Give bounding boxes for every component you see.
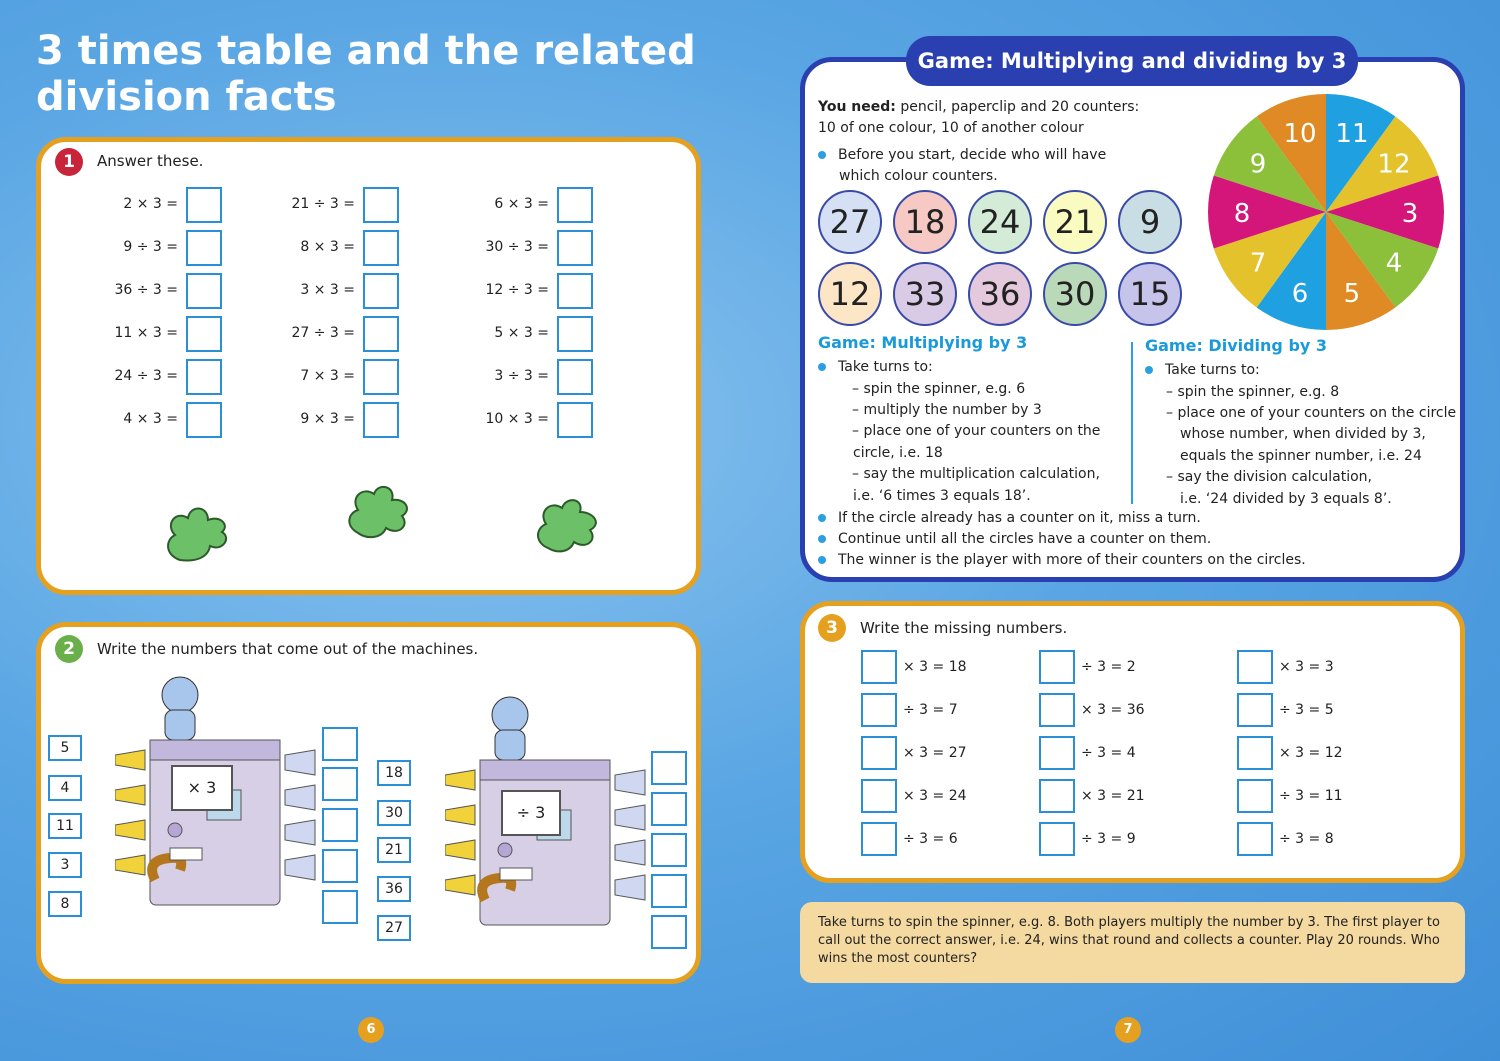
q1-expression: 7 × 3 = bbox=[300, 368, 355, 384]
spinner-number: 8 bbox=[1233, 199, 1251, 229]
dividing-rule-text: – place one of your counters on the circle bbox=[1166, 405, 1457, 421]
q1-answer-box[interactable] bbox=[363, 273, 399, 309]
q1-expression: 36 ÷ 3 = bbox=[114, 282, 178, 298]
machine-2-output-box[interactable] bbox=[651, 833, 687, 867]
clover-decoration-1 bbox=[160, 500, 236, 566]
game-rule-line bbox=[818, 550, 1306, 571]
q1-answer-box[interactable] bbox=[186, 187, 222, 223]
q3-expression: ÷ 3 = 4 bbox=[1081, 745, 1136, 761]
game-rule-text: If the circle already has a counter on it, miss a turn. bbox=[838, 510, 1201, 526]
q3-expression: ÷ 3 = 7 bbox=[903, 702, 958, 718]
page-number-right: 7 bbox=[1115, 1017, 1141, 1043]
q3-expression: × 3 = 18 bbox=[903, 659, 967, 675]
q3-answer-box[interactable] bbox=[1237, 779, 1273, 813]
machine-1-input-box: 3 bbox=[48, 852, 82, 878]
dividing-rule-line bbox=[1145, 360, 1260, 381]
dividing-rule-text: equals the spinner number, i.e. 24 bbox=[1180, 448, 1422, 464]
machine-2-screen: ÷ 3 bbox=[501, 790, 561, 836]
multiplying-rule-line bbox=[852, 464, 1100, 485]
q1-expression: 21 ÷ 3 = bbox=[291, 196, 355, 212]
machine-2-input-box: 18 bbox=[377, 760, 411, 786]
number-circle[interactable]: 24 bbox=[968, 190, 1032, 254]
q1-expression: 11 × 3 = bbox=[114, 325, 178, 341]
q3-answer-box[interactable] bbox=[1039, 650, 1075, 684]
q3-answer-box[interactable] bbox=[1039, 736, 1075, 770]
spinner-number: 5 bbox=[1343, 278, 1361, 309]
before-start-text-2: which colour counters. bbox=[839, 168, 998, 184]
multiplying-rule-text: – spin the spinner, e.g. 6 bbox=[852, 381, 1026, 397]
q1-answer-box[interactable] bbox=[557, 359, 593, 395]
q1-answer-box[interactable] bbox=[557, 316, 593, 352]
machine-2-output-box[interactable] bbox=[651, 874, 687, 908]
q3-expression: ÷ 3 = 8 bbox=[1279, 831, 1334, 847]
clover-decoration-2 bbox=[340, 478, 416, 544]
machine-1-input-box: 4 bbox=[48, 775, 82, 801]
machine-2-input-box: 21 bbox=[377, 837, 411, 863]
you-need-text-2: 10 of one colour, 10 of another colour bbox=[818, 120, 1084, 136]
multiplying-rule-text: Take turns to: bbox=[838, 359, 933, 375]
q1-answer-box[interactable] bbox=[557, 187, 593, 223]
dividing-rule-line bbox=[1166, 382, 1339, 403]
machine-1-screen: × 3 bbox=[171, 765, 233, 811]
bullet-icon bbox=[818, 556, 826, 564]
spinner-number: 6 bbox=[1291, 278, 1309, 309]
q3-expression: ÷ 3 = 2 bbox=[1081, 659, 1136, 675]
q1-answer-box[interactable] bbox=[557, 402, 593, 438]
q3-expression: ÷ 3 = 6 bbox=[903, 831, 958, 847]
q1-answer-box[interactable] bbox=[186, 230, 222, 266]
before-start-text: Before you start, decide who will have bbox=[838, 147, 1107, 163]
number-circle[interactable]: 15 bbox=[1118, 262, 1182, 326]
multiplying-rule-line bbox=[852, 400, 1042, 421]
bullet-icon bbox=[818, 514, 826, 522]
q1-expression: 2 × 3 = bbox=[123, 196, 178, 212]
dividing-rule-text: – spin the spinner, e.g. 8 bbox=[1166, 384, 1340, 400]
column-divider bbox=[1131, 342, 1133, 504]
spinner[interactable] bbox=[1206, 92, 1446, 332]
q1-answer-box[interactable] bbox=[186, 359, 222, 395]
machine-1-output-box[interactable] bbox=[322, 849, 358, 883]
spinner-number: 9 bbox=[1249, 149, 1267, 180]
tip-box: Take turns to spin the spinner, e.g. 8. Both players multiply the number by 3. The first player to call out the correct answer, i.e. 24, wins that round and collects a counter. Play 20 rounds. Who wins the most counters? bbox=[800, 902, 1465, 983]
q1-expression: 3 × 3 = bbox=[300, 282, 355, 298]
q1-expression: 10 × 3 = bbox=[485, 411, 549, 427]
number-circle[interactable]: 33 bbox=[893, 262, 957, 326]
q3-answer-box[interactable] bbox=[861, 736, 897, 770]
bullet-icon bbox=[1145, 366, 1153, 374]
question-1-number: 1 bbox=[55, 148, 83, 176]
q3-answer-box[interactable] bbox=[1039, 779, 1075, 813]
question-2-instruction: Write the numbers that come out of the machines. bbox=[97, 640, 479, 658]
multiplying-rule-line bbox=[818, 357, 933, 378]
multiplying-rule-line bbox=[852, 379, 1025, 400]
dividing-rule-line bbox=[1180, 489, 1392, 510]
multiplying-rule-line bbox=[852, 421, 1100, 442]
q3-answer-box[interactable] bbox=[861, 779, 897, 813]
q3-answer-box[interactable] bbox=[1039, 693, 1075, 727]
bullet-icon bbox=[818, 363, 826, 371]
machine-1-input-box: 5 bbox=[48, 735, 82, 761]
q1-answer-box[interactable] bbox=[186, 273, 222, 309]
number-circle[interactable]: 27 bbox=[818, 190, 882, 254]
q1-answer-box[interactable] bbox=[363, 316, 399, 352]
spinner-number: 7 bbox=[1249, 248, 1267, 279]
multiplying-heading: Game: Multiplying by 3 bbox=[818, 333, 1028, 352]
q3-expression: × 3 = 12 bbox=[1279, 745, 1343, 761]
q3-answer-box[interactable] bbox=[861, 822, 897, 856]
game-rule-text: The winner is the player with more of their counters on the circles. bbox=[838, 552, 1306, 568]
q3-answer-box[interactable] bbox=[1237, 822, 1273, 856]
q1-answer-box[interactable] bbox=[363, 187, 399, 223]
q3-expression: ÷ 3 = 9 bbox=[1081, 831, 1136, 847]
number-circle[interactable]: 12 bbox=[818, 262, 882, 326]
number-circle[interactable]: 30 bbox=[1043, 262, 1107, 326]
q3-expression: × 3 = 3 bbox=[1279, 659, 1334, 675]
q1-answer-box[interactable] bbox=[557, 230, 593, 266]
dividing-rule-line bbox=[1166, 403, 1456, 424]
q3-answer-box[interactable] bbox=[1237, 693, 1273, 727]
machine-1-output-box[interactable] bbox=[322, 890, 358, 924]
dividing-rule-text: i.e. ‘24 divided by 3 equals 8’. bbox=[1180, 491, 1392, 507]
dividing-rule-text: Take turns to: bbox=[1165, 362, 1260, 378]
q3-expression: ÷ 3 = 5 bbox=[1279, 702, 1334, 718]
machine-2-input-box: 27 bbox=[377, 915, 411, 941]
number-circle[interactable]: 36 bbox=[968, 262, 1032, 326]
q1-expression: 30 ÷ 3 = bbox=[485, 239, 549, 255]
machine-2-output-box[interactable] bbox=[651, 792, 687, 826]
machine-2-output-box[interactable] bbox=[651, 751, 687, 785]
you-need-text: pencil, paperclip and 20 counters: bbox=[900, 99, 1140, 115]
game-title: Game: Multiplying and dividing by 3 bbox=[906, 36, 1358, 86]
q3-answer-box[interactable] bbox=[861, 693, 897, 727]
machine-2-input-box: 30 bbox=[377, 800, 411, 826]
machine-1-output-box[interactable] bbox=[322, 727, 358, 761]
spinner-number: 10 bbox=[1283, 119, 1317, 150]
q1-answer-box[interactable] bbox=[363, 402, 399, 438]
spinner-number: 12 bbox=[1377, 149, 1411, 180]
q1-expression: 6 × 3 = bbox=[494, 196, 549, 212]
spinner-number: 3 bbox=[1401, 199, 1419, 229]
question-3-number: 3 bbox=[818, 614, 846, 642]
q1-answer-box[interactable] bbox=[557, 273, 593, 309]
number-circle[interactable]: 21 bbox=[1043, 190, 1107, 254]
page-title: 3 times table and the related division facts bbox=[36, 28, 696, 120]
dividing-rule-text: whose number, when divided by 3, bbox=[1180, 426, 1426, 442]
number-circle[interactable]: 9 bbox=[1118, 190, 1182, 254]
q1-expression: 27 ÷ 3 = bbox=[291, 325, 355, 341]
clover-decoration-3 bbox=[530, 490, 606, 556]
q1-expression: 12 ÷ 3 = bbox=[485, 282, 549, 298]
q1-answer-box[interactable] bbox=[186, 316, 222, 352]
q1-answer-box[interactable] bbox=[363, 359, 399, 395]
multiplying-rule-text: – multiply the number by 3 bbox=[852, 402, 1042, 418]
number-circle[interactable]: 18 bbox=[893, 190, 957, 254]
bullet-icon bbox=[818, 151, 826, 159]
multiplying-rule-text: i.e. ‘6 times 3 equals 18’. bbox=[853, 488, 1031, 504]
q3-answer-box[interactable] bbox=[861, 650, 897, 684]
bullet-icon bbox=[818, 535, 826, 543]
q3-expression: × 3 = 21 bbox=[1081, 788, 1145, 804]
q1-expression: 24 ÷ 3 = bbox=[114, 368, 178, 384]
multiplying-rule-text: – say the multiplication calculation, bbox=[852, 466, 1100, 482]
q3-answer-box[interactable] bbox=[1237, 650, 1273, 684]
question-2-number: 2 bbox=[55, 635, 83, 663]
q3-answer-box[interactable] bbox=[1039, 822, 1075, 856]
spinner-number: 4 bbox=[1385, 248, 1403, 279]
game-rule-line bbox=[818, 508, 1201, 529]
dividing-rule-text: – say the division calculation, bbox=[1166, 469, 1372, 485]
multiplying-rule-line bbox=[853, 443, 943, 464]
q3-answer-box[interactable] bbox=[1237, 736, 1273, 770]
q1-answer-box[interactable] bbox=[186, 402, 222, 438]
q1-expression: 4 × 3 = bbox=[123, 411, 178, 427]
page-number-left: 6 bbox=[358, 1017, 384, 1043]
q1-expression: 9 ÷ 3 = bbox=[123, 239, 178, 255]
q3-expression: × 3 = 36 bbox=[1081, 702, 1145, 718]
machine-1-output-box[interactable] bbox=[322, 808, 358, 842]
game-rule-line bbox=[818, 529, 1211, 550]
game-rule-text: Continue until all the circles have a counter on them. bbox=[838, 531, 1212, 547]
dividing-rule-line bbox=[1180, 446, 1422, 467]
you-need-label: You need: bbox=[818, 99, 896, 115]
question-3-instruction: Write the missing numbers. bbox=[860, 619, 1068, 637]
q1-answer-box[interactable] bbox=[363, 230, 399, 266]
q3-expression: × 3 = 24 bbox=[903, 788, 967, 804]
q1-expression: 8 × 3 = bbox=[300, 239, 355, 255]
q1-expression: 5 × 3 = bbox=[494, 325, 549, 341]
multiplying-rule-line bbox=[853, 486, 1031, 507]
before-start-line bbox=[818, 145, 1106, 166]
you-need-line bbox=[818, 97, 1139, 118]
machine-2-output-box[interactable] bbox=[651, 915, 687, 949]
machine-1-input-box: 8 bbox=[48, 891, 82, 917]
machine-2-input-box: 36 bbox=[377, 876, 411, 902]
machine-1-output-box[interactable] bbox=[322, 767, 358, 801]
q1-expression: 9 × 3 = bbox=[300, 411, 355, 427]
dividing-rule-line bbox=[1166, 467, 1372, 488]
dividing-heading: Game: Dividing by 3 bbox=[1145, 336, 1328, 355]
machine-1-input-box: 11 bbox=[48, 813, 82, 839]
spinner-number: 11 bbox=[1335, 119, 1369, 150]
dividing-rule-line bbox=[1180, 424, 1426, 445]
multiplying-rule-text: circle, i.e. 18 bbox=[853, 445, 943, 461]
q3-expression: ÷ 3 = 11 bbox=[1279, 788, 1343, 804]
question-1-instruction: Answer these. bbox=[97, 152, 204, 170]
multiplying-rule-text: – place one of your counters on the bbox=[852, 423, 1101, 439]
q3-expression: × 3 = 27 bbox=[903, 745, 967, 761]
q1-expression: 3 ÷ 3 = bbox=[494, 368, 549, 384]
